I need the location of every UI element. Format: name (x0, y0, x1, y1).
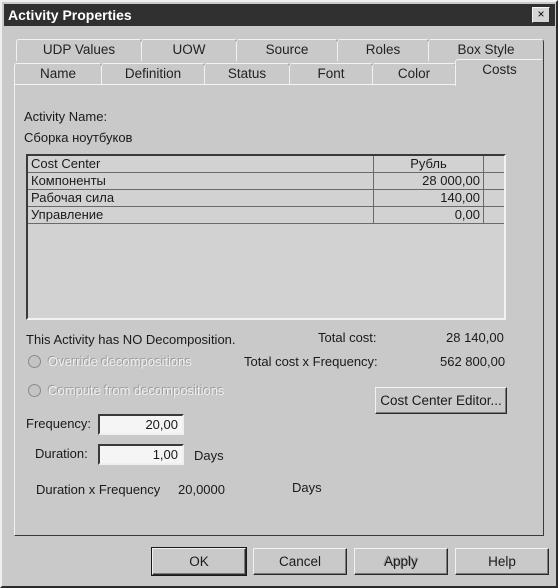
duration-input[interactable]: 1,00 (98, 444, 184, 465)
tab-udp-values[interactable]: UDP Values (16, 39, 142, 61)
cancel-button[interactable]: Cancel (253, 548, 347, 575)
total-cost-value: 28 140,00 (446, 330, 504, 345)
total-cost-label: Total cost: (318, 330, 377, 345)
cost-center-table[interactable] (26, 154, 506, 320)
cost-value-cell[interactable]: 0,00 (374, 207, 484, 224)
tab-costs[interactable]: Costs (455, 59, 544, 86)
duration-frequency-label: Duration x Frequency (36, 482, 161, 497)
duration-frequency-unit: Days (292, 480, 322, 495)
override-radio[interactable] (28, 355, 41, 368)
apply-button[interactable]: Apply (354, 548, 448, 575)
cost-center-cell[interactable]: Компоненты (28, 173, 374, 190)
activity-name-value: Сборка ноутбуков (24, 130, 133, 145)
duration-unit: Days (194, 448, 224, 463)
duration-label: Duration: (35, 446, 88, 461)
title-bar[interactable] (4, 4, 555, 26)
tab-definition[interactable]: Definition (101, 63, 205, 85)
frequency-label: Frequency: (26, 416, 92, 431)
close-button[interactable] (532, 7, 550, 23)
tab-name[interactable]: Name (14, 63, 102, 85)
table-row[interactable] (28, 207, 504, 224)
duration-frequency-value: 20,0000 (178, 482, 225, 497)
total-cost-frequency-value: 562 800,00 (440, 354, 506, 369)
tab-source[interactable]: Source (236, 39, 338, 61)
column-header-currency[interactable]: Рубль (374, 156, 484, 173)
cost-value-cell[interactable]: 28 000,00 (374, 173, 484, 190)
ok-button[interactable]: OK (152, 548, 246, 575)
decomposition-note: This Activity has NO Decomposition. (26, 332, 236, 347)
table-row[interactable] (28, 173, 504, 190)
window-title: Activity Properties (8, 7, 132, 23)
compute-radio[interactable] (28, 384, 41, 397)
cost-center-editor-button[interactable]: Cost Center Editor... (375, 387, 507, 414)
table-header (28, 156, 504, 173)
total-cost-frequency-label: Total cost x Frequency: (244, 354, 378, 369)
tab-font[interactable]: Font (289, 63, 373, 85)
tab-uow[interactable]: UOW (141, 39, 237, 61)
tab-roles[interactable]: Roles (337, 39, 429, 61)
compute-option-label: Compute from decompositions (48, 383, 225, 398)
column-header-spacer (484, 156, 504, 173)
frequency-input[interactable]: 20,00 (98, 414, 184, 435)
close-icon: × (537, 7, 545, 21)
tab-color[interactable]: Color (372, 63, 456, 85)
activity-name-label: Activity Name: (24, 109, 108, 124)
help-button[interactable]: Help (455, 548, 549, 575)
tab-status[interactable]: Status (204, 63, 290, 85)
table-row[interactable] (28, 190, 504, 207)
cost-center-cell[interactable]: Управление (28, 207, 374, 224)
override-option-label: Override decompositions (48, 354, 192, 369)
cost-center-cell[interactable]: Рабочая сила (28, 190, 374, 207)
cost-value-cell[interactable]: 140,00 (374, 190, 484, 207)
tab-box-style[interactable]: Box Style (428, 39, 544, 61)
column-header-cost-center[interactable]: Cost Center (28, 156, 374, 173)
